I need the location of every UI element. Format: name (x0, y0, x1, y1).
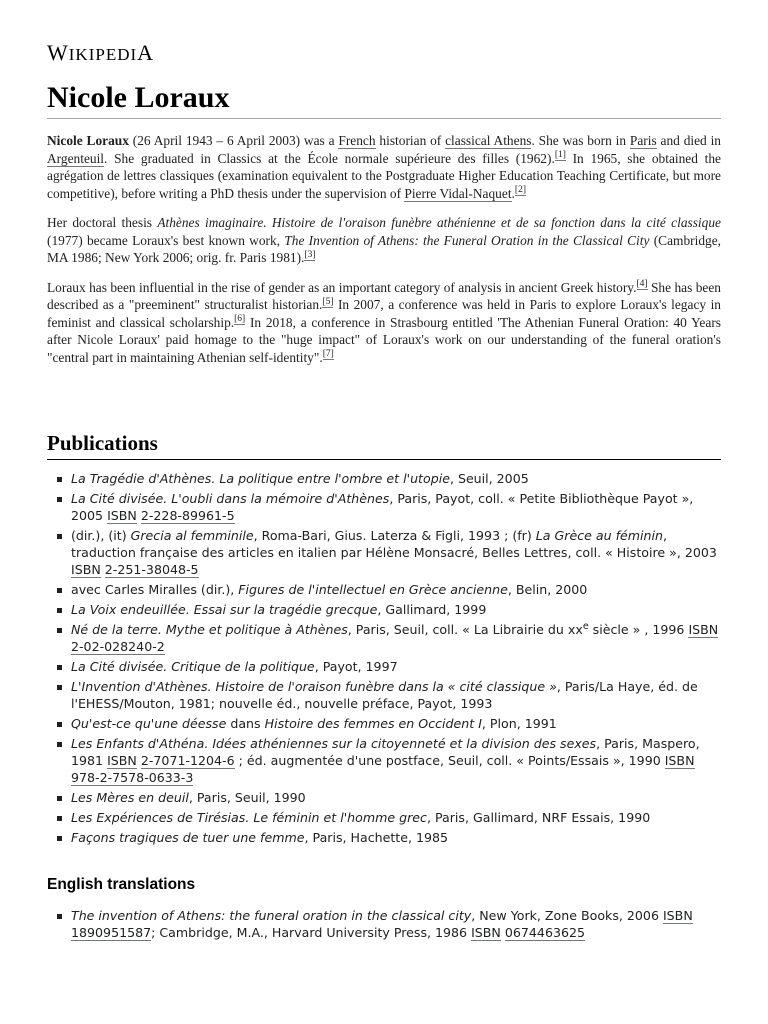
link-classical-athens[interactable]: classical Athens (445, 133, 532, 148)
isbn-link[interactable]: ISBN (107, 508, 137, 523)
reference-2[interactable]: [2] (514, 185, 526, 196)
link-argenteuil[interactable]: Argenteuil (47, 150, 105, 166)
isbn-link[interactable]: ISBN (471, 925, 501, 940)
work-title: La Voix endeuillée. Essai sur la tragédie grecque (71, 602, 378, 617)
reference-4[interactable]: [4] (636, 279, 648, 290)
list-item: La Tragédie d'Athènes. La politique entre l'ombre et l'utopie, Seuil, 2005 (47, 470, 721, 487)
list-item: Qu'est-ce qu'une déesse dans Histoire des femmes en Occident I, Plon, 1991 (47, 715, 721, 732)
list-item: (dir.), (it) Grecia al femminile, Roma-Bari, Gius. Laterza & Figli, 1993 ; (fr) La Grèce au féminin, traduction française des articles en italien par Hélène Monsacré, Belles Lettres, coll. « Histoire », 2003 ISBN 2-251-38048-5 (47, 527, 721, 578)
isbn-number-link[interactable]: 0674463625 (504, 925, 586, 940)
isbn-link[interactable]: ISBN (71, 562, 101, 577)
work-title: Histoire des femmes en Occident I (264, 716, 482, 731)
isbn-number-link[interactable]: 2-7071-1204-6 (140, 753, 235, 768)
work-title: The invention of Athens: the funeral oration in the classical city (71, 908, 472, 923)
link-french[interactable]: French (338, 133, 376, 148)
isbn-link[interactable]: ISBN (107, 753, 137, 768)
list-item: Les Enfants d'Athéna. Idées athéniennes sur la citoyenneté et la division des sexes, Paris, Maspero, 1981 ISBN 2-7071-1204-6 ; éd. augmentée d'une postface, Seuil, coll. « Points/Essais », 1990 ISBN 978-2-7578-0633-3 (47, 735, 721, 786)
work-title: La Tragédie d'Athènes. La politique entre l'ombre et l'utopie (71, 471, 450, 486)
reference-5[interactable]: [5] (322, 296, 334, 307)
work-title: Les Mères en deuil (71, 790, 189, 805)
page-title: Nicole Loraux (47, 80, 721, 119)
reference-3[interactable]: [3] (304, 249, 316, 260)
list-item: La Cité divisée. L'oubli dans la mémoire d'Athènes, Paris, Payot, coll. « Petite Bibliothèque Payot », 2005 ISBN 2-228-89961-5 (47, 490, 721, 524)
section-heading-publications: Publications (47, 430, 721, 460)
work-title: Façons tragiques de tuer une femme (71, 830, 305, 845)
article-intro (47, 132, 721, 378)
isbn-link[interactable]: ISBN (664, 753, 695, 768)
work-title: Grecia al femminile (130, 528, 254, 543)
work-title: Figures de l'intellectuel en Grèce ancienne (238, 582, 508, 597)
isbn-number-link[interactable]: 2-251-38048-5 (104, 562, 199, 577)
publications-list (47, 470, 721, 849)
list-item: avec Carles Miralles (dir.), Figures de l'intellectuel en Grèce ancienne, Belin, 2000 (47, 581, 721, 598)
english-translations-list (47, 907, 721, 944)
work-title: La Grèce au féminin (535, 528, 663, 543)
work-title: La Cité divisée. Critique de la politique (71, 659, 315, 674)
isbn-number-link[interactable]: 1890951587 (71, 925, 152, 940)
reference-7[interactable]: [7] (322, 349, 334, 360)
isbn-link[interactable]: ISBN (688, 622, 719, 637)
work-title: La Cité divisée. L'oubli dans la mémoire d'Athènes (71, 491, 390, 506)
intro-paragraph-2: Her doctoral thesis Athènes imaginaire. Histoire de l'oraison funèbre athénienne et de sa fonction dans la cité classique (1977) became Loraux's best known work, The Invention of Athens: the Funeral Oration in the Classical City (Cambridge, MA 1986; New York 2006; orig. fr. Paris 1981).[3] (47, 215, 721, 265)
section-heading-english-translations: English translations (47, 876, 196, 893)
reference-6[interactable]: [6] (234, 314, 246, 325)
intro-paragraph-3: Loraux has been influential in the rise of gender as an important category of analysis in ancient Greek history.[4] She has been described as a "preeminent" structuralist historian.[5] In 2007, a conference was held in Paris to explore Loraux's legacy in feminist and classical scholarship.[6] In 2018, a conference in Strasbourg entitled 'The Athenian Funeral Oration: 40 Years after Nicole Loraux' paid homage to the "huge impact" of Loraux's work on our understanding of the funeral oration's "central part in maintaining Athenian self-identity".[7] (47, 279, 721, 365)
reference-1[interactable]: [1] (554, 150, 566, 161)
list-item: The invention of Athens: the funeral oration in the classical city, New York, Zone Books, 2006 ISBN 1890951587; Cambridge, M.A., Harvard University Press, 1986 ISBN 0674463625 (47, 907, 721, 941)
isbn-link[interactable]: ISBN (662, 908, 693, 923)
intro-paragraph-1: Nicole Loraux (26 April 1943 – 6 April 2003) was a French historian of classical Athens. She was born in Paris and died in Argenteuil. She graduated in Classics at the École normale supérieure des filles (1962).[1] In 1965, she obtained the agrégation de lettres classiques (examination equivalent to the Postgraduate Higher Education Teaching Certificate, but more competitive), before writing a PhD thesis under the supervision of Pierre Vidal-Naquet.[2] (47, 133, 721, 201)
list-item: Né de la terre. Mythe et politique à Athènes, Paris, Seuil, coll. « La Librairie du $xx^e$ siècle » , 1996 ISBN 2-02-028240-2 (47, 621, 721, 655)
work-title: L'Invention d'Athènes. Histoire de l'oraison funèbre dans la « cité classique » (71, 679, 557, 694)
isbn-number-link[interactable]: 2-02-028240-2 (71, 639, 165, 654)
work-title: Les Expériences de Tirésias. Le féminin et l'homme grec (71, 810, 427, 825)
list-item: L'Invention d'Athènes. Histoire de l'oraison funèbre dans la « cité classique », Paris/La Haye, éd. de l'EHESS/Mouton, 1981; nouvelle éd., nouvelle préface, Payot, 1993 (47, 678, 721, 712)
work-title: Qu'est-ce qu'une déesse (71, 716, 227, 731)
list-item: La Voix endeuillée. Essai sur la tragédie grecque, Gallimard, 1999 (47, 601, 721, 618)
isbn-number-link[interactable]: 2-228-89961-5 (140, 508, 235, 523)
list-item: Les Mères en deuil, Paris, Seuil, 1990 (47, 789, 721, 806)
list-item: Les Expériences de Tirésias. Le féminin et l'homme grec, Paris, Gallimard, NRF Essais, 1990 (47, 809, 721, 826)
isbn-number-link[interactable]: 978-2-7578-0633-3 (71, 770, 194, 785)
link-pierre-vidal-naquet[interactable]: Pierre Vidal-Naquet (404, 185, 512, 201)
work-title: Les Enfants d'Athéna. Idées athéniennes sur la citoyenneté et la division des sexes (71, 736, 597, 751)
wikipedia-wordmark[interactable]: WIKIPEDIA (47, 40, 155, 65)
list-item: La Cité divisée. Critique de la politique, Payot, 1997 (47, 658, 721, 675)
list-item: Façons tragiques de tuer une femme, Paris, Hachette, 1985 (47, 829, 721, 846)
work-title: Né de la terre. Mythe et politique à Athènes (71, 622, 348, 637)
link-paris[interactable]: Paris (629, 133, 657, 148)
